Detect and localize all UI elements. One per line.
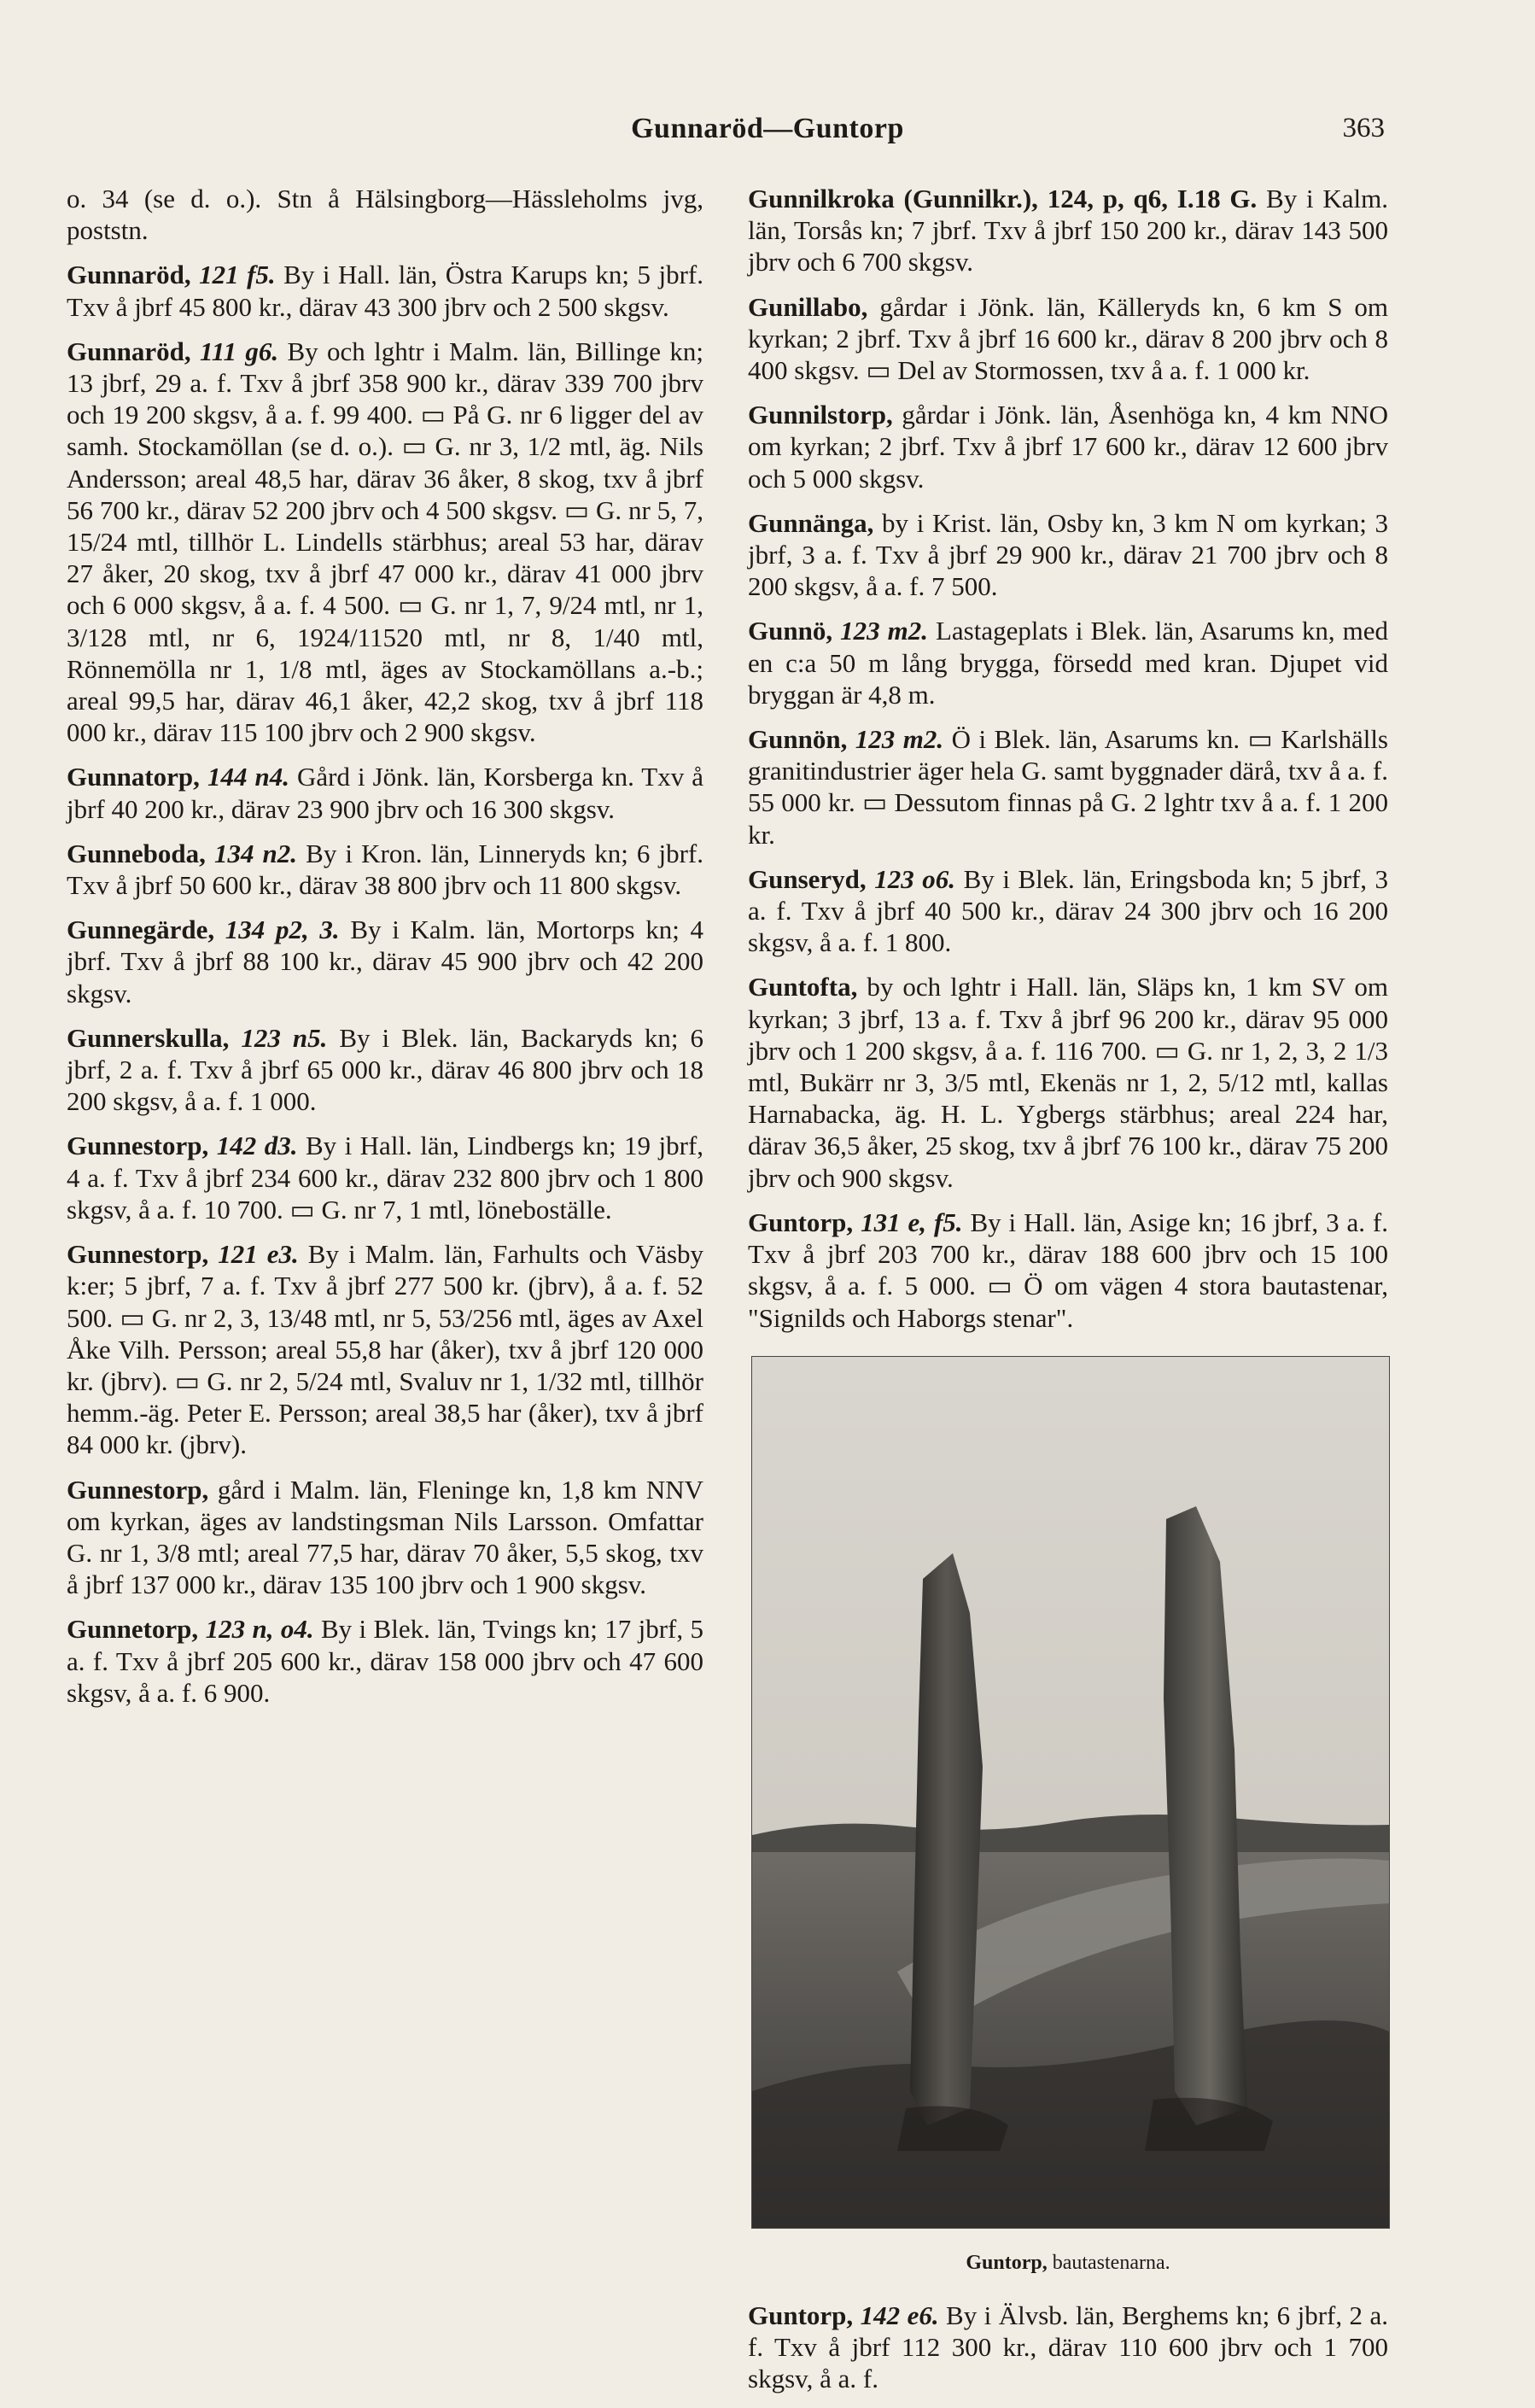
entry <box>67 259 703 322</box>
entry-headword: Gunnaröd, <box>67 336 191 366</box>
entry-text: Lastageplats i Blek. län, Asarums kn, med en c:a 50 m lång brygga, försedd med kran. Djupet vid bryggan är 4,8 m. <box>748 616 1388 710</box>
entry-text: By i Hall. län, Lindbergs kn; 19 jbrf, 4 a. f. Txv å jbrf 234 600 kr., därav 232 800 jbrv och 1 800 skgsv, å a. f. 10 700. ▭ G. nr 7, 1 mtl, löneboställe. <box>67 1131 704 1224</box>
entry-text: By i Blek. län, Eringsboda kn; 5 jbrf, 3 a. f. Txv å jbrf 40 500 kr., därav 24 300 jbrv och 16 200 skgsv, å a. f. 1 800. <box>748 863 1389 958</box>
running-head: Gunnaröd—Guntorp <box>631 113 904 144</box>
map-reference: 121 f5. <box>199 260 276 290</box>
entry <box>748 507 1388 603</box>
map-reference: 123 n, o4. <box>205 1614 314 1645</box>
entry-headword: Gunnänga, <box>748 507 874 538</box>
map-reference: 123 m2. <box>840 616 928 646</box>
entry <box>67 761 703 824</box>
entry <box>748 863 1388 959</box>
entry <box>748 723 1388 850</box>
entry-headword: Gunnerskulla, <box>67 1022 230 1053</box>
caption-text: bautastenarna. <box>1052 2251 1170 2274</box>
entry-text: By och lghtr i Malm. län, Billinge kn; 13 jbrf, 29 a. f. Txv å jbrf 358 900 kr., därav 339 700 jbrv och 19 200 skgsv, å a. f. 99 400. ▭ På G. nr 6 ligger del av samh. Stockamöllan (se d. o.). ▭ G. nr 3, 1/2 mtl, äg. Nils Andersson; areal 48,5 har, därav 36 åker, 8 skog, txv å jbrf 56 700 kr., därav 52 200 jbrv och 4 500 skgsv. ▭ G. nr 5, 7, 15/24 mtl, tillhör L. Lindells stärbhus; areal 53 har, därav 27 åker, 20 skog, txv å jbrf 47 000 kr., därav 41 000 jbrv och 6 000 skgsv, å a. f. 4 500. ▭ G. nr 1, 7, 9/24 mtl, nr 1, 3/128 mtl, nr 6, 1924/11520 mtl, nr 8, 1/40 mtl, Rönnemölla nr 1, 1/8 mtl, äges av Stockamöllans a.-b.; areal 99,5 har, därav 46,1 åker, 42,2 skog, txv å jbrf 118 000 kr., därav 115 100 jbrv och 2 900 skgsv. <box>67 336 703 748</box>
map-reference: 123 n5. <box>241 1022 328 1053</box>
entry <box>748 615 1388 710</box>
entry-text: By i Hall. län, Östra Karups kn; 5 jbrf. Txv å jbrf 45 800 kr., därav 43 300 jbrv och 2 500 skgsv. <box>67 260 703 322</box>
entry-text: gårdar i Jönk. län, Åsenhöga kn, 4 km NNO om kyrkan; 2 jbrf. Txv å jbrf 17 600 kr., därav 12 600 jbrv och 5 000 skgsv. <box>748 400 1388 494</box>
entry <box>67 1613 703 1709</box>
map-reference: 123 m2. <box>855 724 944 755</box>
entry-headword: Gunnatorp, <box>67 762 200 792</box>
entry <box>748 399 1388 494</box>
photo-bautastenar <box>751 1356 1390 2229</box>
entry-headword: Guntofta, <box>748 972 858 1002</box>
entry <box>748 183 1388 278</box>
entry-text: Gård i Jönk. län, Korsberga kn. Txv å jbrf 40 200 kr., därav 23 900 jbrv och 16 300 skgsv. <box>67 762 704 824</box>
entry-text: By i Kalm. län, Torsås kn; 7 jbrf. Txv å jbrf 150 200 kr., därav 143 500 jbrv och 6 700 skgsv. <box>748 184 1389 278</box>
entry <box>748 1207 1388 1334</box>
map-reference: 144 n4. <box>207 762 289 792</box>
entry-text: gårdar i Jönk. län, Källeryds kn, 6 km S om kyrkan; 2 jbrf. Txv å jbrf 16 600 kr., därav 8 200 jbrv och 8 400 skgsv. ▭ Del av Stormossen, txv å a. f. 1 000 kr. <box>748 291 1389 386</box>
entry-text: By i Älvsb. län, Berghems kn; 6 jbrf, 2 a. f. Txv å jbrf 112 300 kr., därav 110 600 jbrv och 1 700 skgsv, å a. f. <box>748 2300 1389 2394</box>
map-reference: 142 e6. <box>860 2300 939 2330</box>
entry <box>67 838 703 901</box>
entry-headword: Gunnö, <box>748 616 833 646</box>
entry-headword: Gunnestorp, <box>67 1474 209 1505</box>
map-reference: 121 e3. <box>218 1239 299 1270</box>
entry <box>67 1474 703 1601</box>
entry-headword: Gunnön, <box>748 724 848 755</box>
entry <box>67 183 703 246</box>
right-column <box>748 183 1388 2408</box>
entry-headword: Gunnaröd, <box>67 260 191 290</box>
entry <box>67 1022 703 1118</box>
map-reference: 134 n2. <box>213 838 298 868</box>
entry-text: o. 34 (se d. o.). Stn å Hälsingborg—Hässleholms jvg, poststn. <box>67 184 703 246</box>
page-number: 363 <box>1342 113 1385 143</box>
standing-stones-photo <box>752 1357 1389 2228</box>
map-reference: 131 e, f5. <box>861 1207 963 1237</box>
entry-text: By i Blek. län, Backaryds kn; 6 jbrf, 2 a. f. Txv å jbrf 65 000 kr., därav 46 800 jbrv och 18 200 skgsv, å a. f. 1 000. <box>67 1022 704 1117</box>
entry <box>748 291 1388 387</box>
map-reference: (Gunnilkr.), 124, p, q6, I.18 G. <box>903 184 1258 213</box>
entry-headword: Gunnegärde, <box>67 915 215 945</box>
entry-headword: Guntorp, <box>748 2300 854 2330</box>
entry-text: Ö i Blek. län, Asarums kn. ▭ Karlshälls granitindustrier äger hela G. samt byggnader därå, txv å a. f. 55 000 kr. ▭ Dessutom finnas på G. 2 lghtr txv å a. f. 1 200 kr. <box>748 724 1388 850</box>
entry-headword: Gunnestorp, <box>67 1239 209 1270</box>
entry-headword: Guntorp, <box>748 1207 854 1237</box>
map-reference: 142 d3. <box>216 1131 298 1161</box>
photo-caption <box>748 2247 1388 2279</box>
entry-headword: Gunneboda, <box>67 838 206 868</box>
map-reference: 111 g6. <box>199 336 279 366</box>
map-reference: 134 p2, 3. <box>225 915 340 945</box>
caption-headword: Guntorp, <box>966 2251 1048 2274</box>
entry-text: By i Hall. län, Asige kn; 16 jbrf, 3 a. f. Txv å jbrf 203 700 kr., därav 188 600 jbrv och 15 100 skgsv, å a. f. 5 000. ▭ Ö om vägen 4 stora bautastenar, "Signilds och Haborgs stenar". <box>748 1207 1388 1333</box>
entry <box>748 2300 1388 2395</box>
entry <box>67 336 703 749</box>
entry-text: By i Blek. län, Tvings kn; 17 jbrf, 5 a. f. Txv å jbrf 205 600 kr., därav 158 000 jbrv och 47 600 skgsv, å a. f. 6 900. <box>67 1614 703 1708</box>
entry <box>67 914 703 1009</box>
entry-text: By i Kalm. län, Mortorps kn; 4 jbrf. Txv å jbrf 88 100 kr., därav 45 900 jbrv och 42 200 skgsv. <box>67 915 703 1008</box>
left-column <box>67 183 703 1721</box>
entry-headword: Gunnestorp, <box>67 1131 209 1161</box>
entry <box>67 1238 703 1460</box>
entry <box>748 971 1388 1193</box>
entry-headword: Gunnilkroka <box>748 184 895 213</box>
entry-text: by i Krist. län, Osby kn, 3 km N om kyrkan; 3 jbrf, 3 a. f. Txv å jbrf 29 900 kr., därav 21 700 jbrv och 8 200 skgsv, å a. f. 7 500. <box>748 507 1389 602</box>
entry-headword: Gunseryd, <box>748 863 867 894</box>
entry-text: by och lghtr i Hall. län, Släps kn, 1 km SV om kyrkan; 3 jbrf, 13 a. f. Txv å jbrf 96 200 kr., därav 95 000 jbrv och 1 200 skgsv, å a. f. 116 700. ▭ G. nr 1, 2, 3, 2 1/3 mtl, Bukärr nr 3, 3/5 mtl, Ekenäs nr 1, 2, 5/12 mtl, kallas Harnabacka, äg. H. L. Ygbergs stärbhus; areal 224 har, därav 36,5 åker, 25 skog, txv å jbrf 76 100 kr., därav 75 200 jbrv och 900 skgsv. <box>748 972 1389 1193</box>
entry-text: By i Kron. län, Linneryds kn; 6 jbrf. Txv å jbrf 50 600 kr., därav 38 800 jbrv och 11 800 skgsv. <box>67 838 704 901</box>
entry-text: gård i Malm. län, Fleninge kn, 1,8 km NNV om kyrkan, äges av landstingsman Nils Larsson. Omfattar G. nr 1, 3/8 mtl; areal 77,5 har, därav 70 åker, 5,5 skog, txv å jbrf 137 000 kr., därav 135 100 jbrv och 1 900 skgsv. <box>67 1474 703 1600</box>
entry-headword: Gunnilstorp, <box>748 400 893 430</box>
entry-headword: Gunillabo, <box>748 291 868 322</box>
entry-headword: Gunnetorp, <box>67 1614 199 1645</box>
entry <box>67 1130 703 1225</box>
map-reference: 123 o6. <box>874 863 956 894</box>
entry-text: By i Malm. län, Farhults och Väsby k:er; 5 jbrf, 7 a. f. Txv å jbrf 277 500 kr. (jbrv), å a. f. 52 500. ▭ G. nr 2, 3, 13/48 mtl, nr 5, 53/256 mtl, äges av Axel Åke Vilh. Persson; areal 55,8 har (åker), txv å jbrf 120 000 kr. (jbrv). ▭ G. nr 2, 5/24 mtl, Svaluv nr 1, 1/32 mtl, tillhör hemm.-äg. Peter E. Persson; areal 38,5 har (åker), txv å jbrf 84 000 kr. (jbrv). <box>67 1239 704 1460</box>
